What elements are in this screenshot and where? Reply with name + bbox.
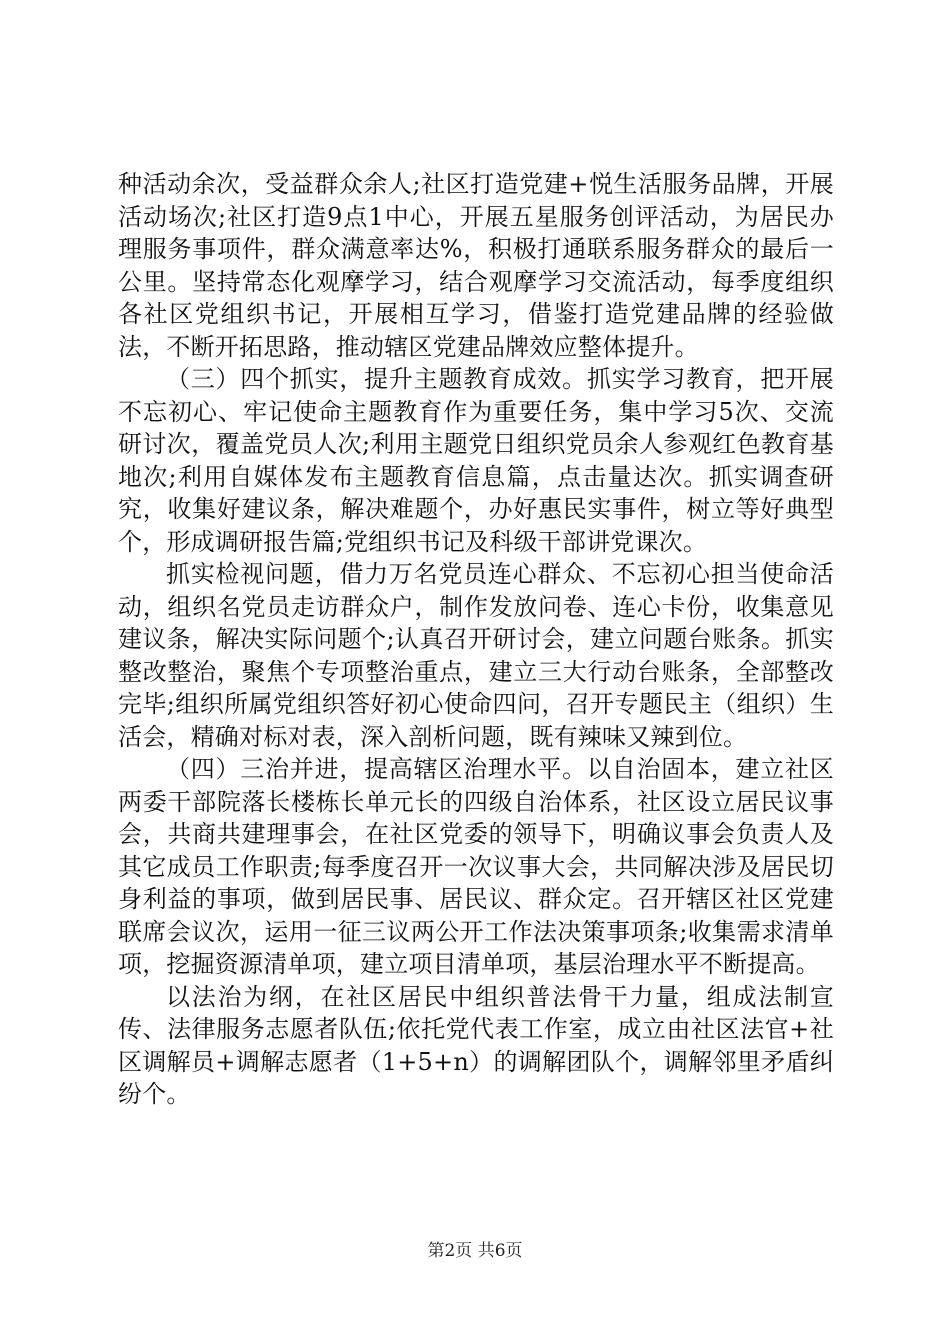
page-number-footer: 第2页 共6页: [427, 1241, 523, 1261]
document-body: [118, 168, 834, 1111]
paragraph-continuation: 种活动余次，受益群众余人;社区打造党建+悦生活服务品牌，开展活动场次;社区打造9点1中心，开展五星服务创评活动，为居民办理服务事项件，群众满意率达%，积极打通联系服务群众的最后一公里。坚持常态化观摩学习，结合观摩学习交流活动，每季度组织各社区党组织书记，开展相互学习，借鉴打造党建品牌的经验做法，不断开拓思路，推动辖区党建品牌效应整体提升。: [118, 170, 834, 361]
paragraph-section-four: （四）三治并进，提高辖区治理水平。以自治固本，建立社区两委干部院落长楼栋长单元长的四级自治体系，社区设立居民议事会，共商共建理事会，在社区党委的领导下，明确议事会负责人及其它成员工作职责;每季度召开一次议事大会，共同解决涉及居民切身利益的事项，做到居民事、居民议、群众定。召开辖区社区党建联席会议次，运用一征三议两公开工作法决策事项条;收集需求清单项，挖掘资源清单项，建立项目清单项，基层治理水平不断提高。: [118, 755, 834, 978]
paragraph-section-three: （三）四个抓实，提升主题教育成效。抓实学习教育，把开展不忘初心、牢记使命主题教育作为重要任务，集中学习5次、交流研讨次，覆盖党员人次;利用主题党日组织党员余人参观红色教育基地次;利用自媒体发布主题教育信息篇，点击量达次。抓实调查研究，收集好建议条，解决难题个，办好惠民实事件，树立等好典型个，形成调研报告篇;党组织书记及科级干部讲党课次。: [118, 365, 834, 556]
paragraph-review-problems: 抓实检视问题，借力万名党员连心群众、不忘初心担当使命活动，组织名党员走访群众户，制作发放问卷、连心卡份，收集意见建议条，解决实际问题个;认真召开研讨会，建立问题台账条。抓实整改整治，聚焦个专项整治重点，建立三大行动台账条，全部整改完毕;组织所属党组织答好初心使命四问，召开专题民主（组织）生活会，精确对标对表，深入剖析问题，既有辣味又辣到位。: [118, 560, 834, 751]
paragraph-rule-of-law: 以法治为纲，在社区居民中组织普法骨干力量，组成法制宣传、法律服务志愿者队伍;依托党代表工作室，成立由社区法官+社区调解员+调解志愿者（1+5+n）的调解团队个，调解邻里矛盾纠纷个。: [118, 982, 834, 1108]
